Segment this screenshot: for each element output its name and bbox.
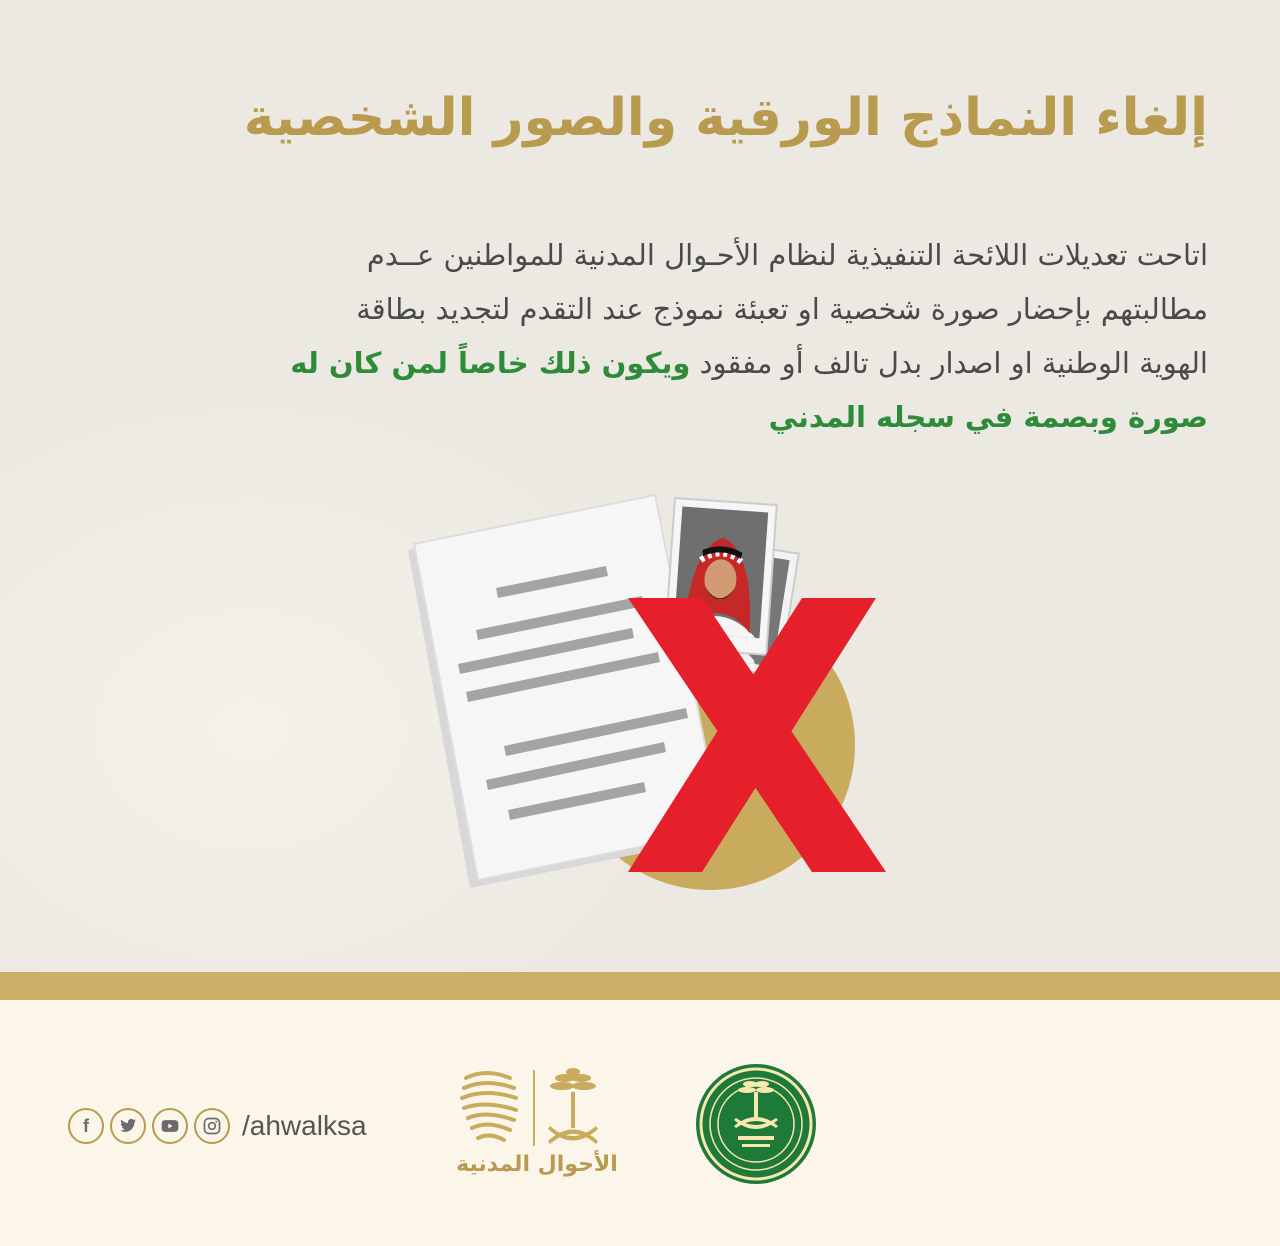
cancelled-forms-illustration bbox=[400, 480, 900, 910]
facebook-icon[interactable]: f bbox=[68, 1108, 104, 1144]
twitter-icon[interactable] bbox=[110, 1108, 146, 1144]
interior-ministry-emblem bbox=[694, 1062, 818, 1186]
social-handle[interactable]: /ahwalksa bbox=[242, 1110, 367, 1141]
body-line-2: مطالبتهم بإحضار صورة شخصية او تعبئة نموذج عند التقدم لتجديد بطاقة bbox=[356, 292, 1208, 326]
social-links bbox=[68, 1106, 367, 1146]
instagram-icon[interactable] bbox=[194, 1108, 230, 1144]
body-line-3: الهوية الوطنية او اصدار بدل تالف أو مفقود bbox=[699, 346, 1208, 380]
body-line-1: اتاحت تعديلات اللائحة التنفيذية لنظام الأحـوال المدنية للمواطنين عــدم bbox=[366, 238, 1208, 272]
civil-affairs-name: الأحوال المدنية bbox=[456, 1152, 618, 1177]
body-highlight-2: صورة وبصمة في سجله المدني bbox=[768, 400, 1208, 434]
headline: إلغاء النماذج الورقية والصور الشخصية bbox=[243, 88, 1208, 148]
youtube-icon[interactable] bbox=[152, 1108, 188, 1144]
body-highlight-1: ويكون ذلك خاصاً لمن كان له bbox=[290, 346, 691, 380]
body-paragraph bbox=[208, 228, 1208, 444]
gold-divider bbox=[0, 972, 1280, 1000]
